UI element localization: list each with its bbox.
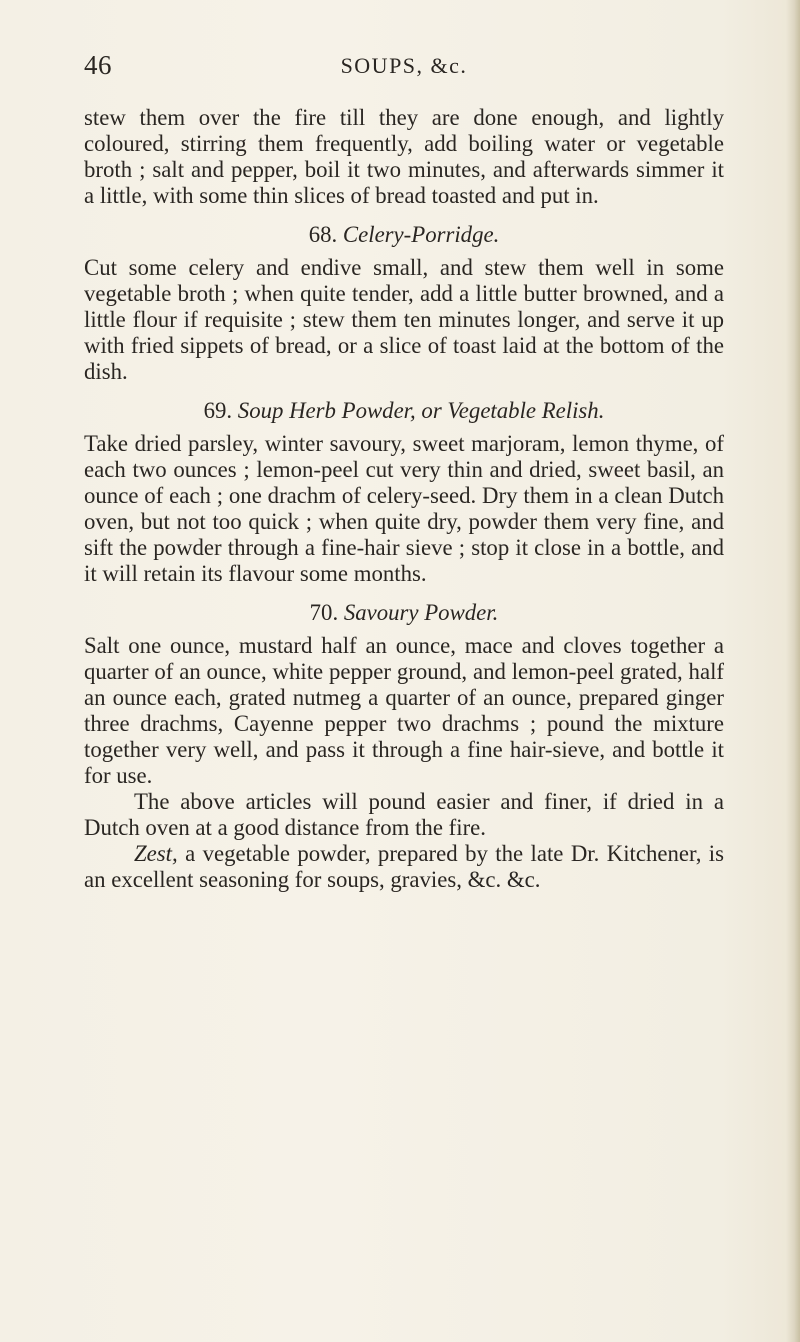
page-body [84, 105, 724, 893]
recipe-text-70: Salt one ounce, mustard half an ounce, mace and cloves together a quarter of an ounce, white pepper ground, and lemon-peel grated, half an ounce each, grated nutmeg a quarter of an ounce, prepared ginger three drachms, Cayenne pepper two drachms ; pound the mixture together very well, and pass it through a fine hair-sieve, and bottle it for use. [84, 633, 724, 788]
recipe-number: 69. [203, 398, 233, 423]
recipe-title: Celery-Porridge. [342, 222, 500, 247]
zest-text: a vegetable powder, prepared by the late Dr. Kitchener, is an excellent seasoning for soups, gravies, &c. &c. [84, 841, 724, 892]
zest-paragraph [84, 841, 724, 893]
recipe-number: 68. [308, 222, 338, 247]
page-number: 46 [84, 50, 112, 80]
recipe-heading-70 [84, 600, 724, 626]
recipe-note-70: The above articles will pound easier and finer, if dried in a Dutch oven at a good distance from the fire. [84, 789, 724, 840]
page-edge-shadow [786, 0, 800, 1342]
recipe-title: Savoury Powder. [343, 600, 499, 625]
recipe-heading-68 [84, 222, 724, 248]
recipe-number: 70. [309, 600, 339, 625]
recipe-text-69: Take dried parsley, winter savoury, sweet marjoram, lemon thyme, of each two ounces ; lemon-peel cut very thin and dried, sweet basil, an ounce of each ; one drachm of celery-seed. Dry them in a clean Dutch oven, but not too quick ; when quite dry, powder them very fine, and sift the powder through a fine-hair sieve ; stop it close in a bottle, and it will retain its flavour some months. [84, 431, 724, 586]
zest-term: Zest, [134, 841, 178, 866]
opening-paragraph: stew them over the fire till they are done enough, and lightly coloured, stirring them frequently, add boiling water or vegetable broth ; salt and pepper, boil it two minutes, and afterwards simmer it a little, with some thin slices of bread toasted and put in. [84, 105, 724, 208]
recipe-title: Soup Herb Powder, or Vegetable Relish. [237, 398, 605, 423]
page-header [84, 50, 724, 84]
recipe-heading-69 [84, 398, 724, 424]
running-head: SOUPS, &c. [340, 53, 468, 78]
recipe-text-68: Cut some celery and endive small, and stew them well in some vegetable broth ; when quite tender, add a little butter browned, and a little flour if requisite ; stew them ten minutes longer, and serve it up with fried sippets of bread, or a slice of toast laid at the bottom of the dish. [84, 255, 724, 384]
